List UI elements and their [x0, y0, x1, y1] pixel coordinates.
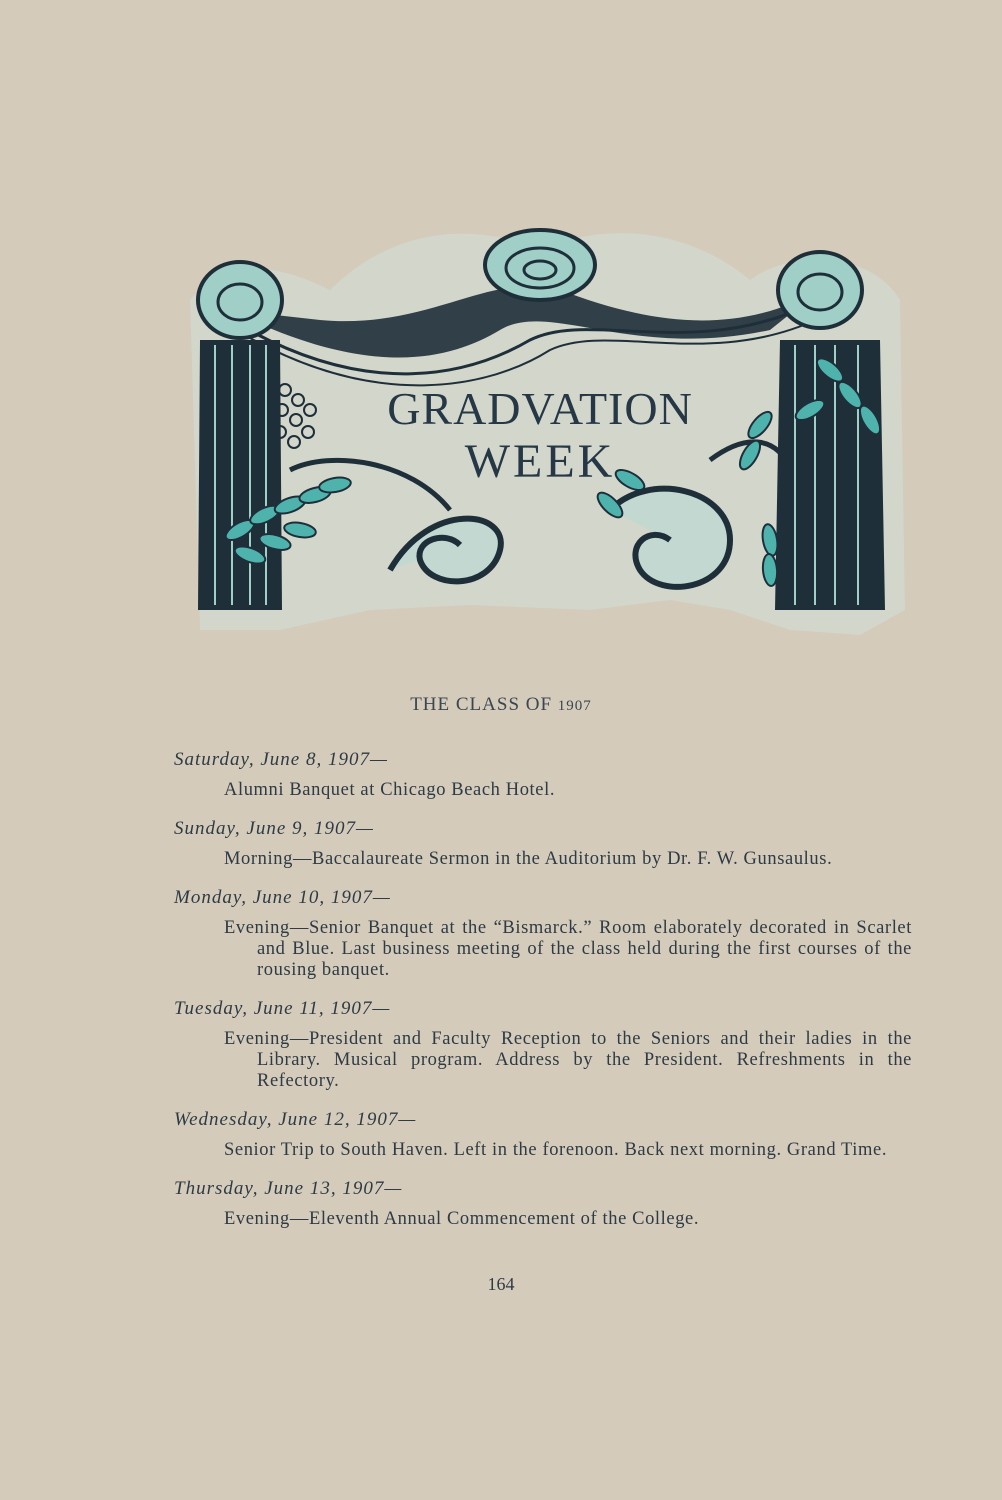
entry-description: Morning—Baccalaureate Sermon in the Auditorium by Dr. F. W. Gunsaulus.	[224, 849, 833, 869]
class-heading	[0, 694, 1002, 716]
schedule-entry-wednesday	[172, 1108, 912, 1161]
entry-description: Senior Trip to South Haven. Left in the forenoon. Back next morning. Grand Time.	[224, 1140, 888, 1160]
class-heading-year: 1907	[557, 698, 592, 714]
entry-description: Evening—Eleventh Annual Commencement of the College.	[224, 1209, 700, 1229]
entry-description: Evening—President and Faculty Reception to the Seniors and their ladies in the Library. Musical program. Address by the President. Refreshments in the Refectory.	[224, 1029, 912, 1091]
entry-date: Monday, June 10, 1907—	[174, 887, 391, 908]
schedule-entry-sunday	[172, 817, 912, 870]
schedule-entry-thursday	[172, 1177, 912, 1230]
entry-description: Alumni Banquet at Chicago Beach Hotel.	[224, 780, 556, 800]
illustration-title-line2: WEEK	[464, 435, 616, 488]
schedule-list	[172, 748, 912, 1246]
entry-date: Thursday, June 13, 1907—	[174, 1178, 403, 1199]
schedule-entry-saturday	[172, 748, 912, 801]
illustration-title-line1: GRADVATION	[387, 383, 693, 434]
entry-date: Saturday, June 8, 1907—	[174, 749, 388, 770]
schedule-entry-tuesday	[172, 997, 912, 1092]
entry-date: Tuesday, June 11, 1907—	[174, 998, 391, 1019]
page-number: 164	[487, 1274, 515, 1294]
schedule-entry-monday	[172, 886, 912, 981]
entry-description: Evening—Senior Banquet at the “Bismarck.” Room elaborately decorated in Scarlet and Blue. Last business meeting of the class held during the first courses of the rousing banquet.	[224, 918, 912, 980]
class-heading-text: THE CLASS OF	[410, 694, 553, 715]
entry-date: Sunday, June 9, 1907—	[174, 818, 374, 839]
entry-date: Wednesday, June 12, 1907—	[174, 1109, 417, 1130]
graduation-week-illustration	[170, 210, 910, 650]
